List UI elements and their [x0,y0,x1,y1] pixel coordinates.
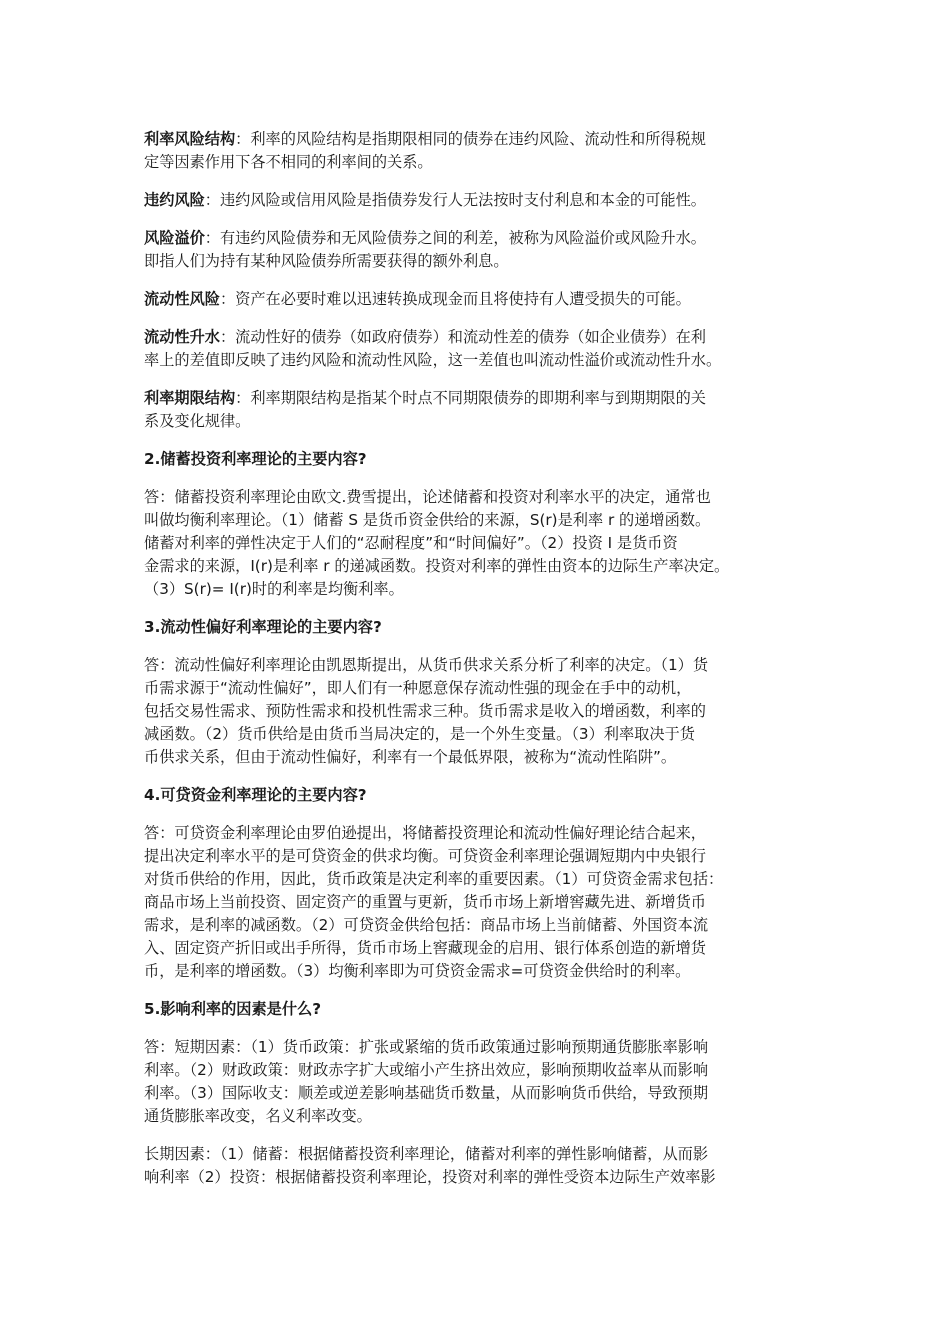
definition-term: 利率期限结构 [144,389,236,407]
answer-paragraph: 答：可贷资金利率理论由罗伯逊提出，将储蓄投资理论和流动性偏好理论结合起来， 提出决定利率水平的是可贷资金的供求均衡。可贷资金利率理论强调短期内中央银行 对货币供给的作用，因此，货币政策是决定利率的重要因素。（1）可贷资金需求包括： 商品市场上当前投资、固定资产的重置与更新，货币市场上新增窖藏先进、新增货币 需求，是利率的减函数。（2）可贷资金供给包括：商品市场上当前储蓄、外国资本流 入、固定资产折旧或出手所得，货币市场上窖藏现金的启用、银行体系创造的新增货 币，是利率的增函数。（3）均衡利率即为可贷资金需求=可贷资金供给时的利率。 [144,824,724,980]
question-heading: 3.流动性偏好利率理论的主要内容? [144,618,382,636]
definition-term-structure [144,387,816,433]
definition-line: 利率期限结构：利率期限结构是指某个时点不同期限债券的即期利率与到期期限的关 [144,389,706,407]
definition-line: 流动性升水：流动性好的债券（如政府债券）和流动性差的债券（如企业债券）在利 [144,328,706,346]
definition-term: 流动性升水 [144,328,220,346]
definition-line: 系及变化规律。 [144,412,251,430]
definition-term: 利率风险结构 [144,130,236,148]
definition-line: 即指人们为持有某种风险债券所需要获得的额外利息。 [144,252,509,270]
definition-term: 风险溢价 [144,229,205,247]
question-heading: 4.可贷资金利率理论的主要内容? [144,786,367,804]
answer-paragraph: 答：流动性偏好利率理论由凯恩斯提出，从货币供求关系分析了利率的决定。（1）货 币需求源于“流动性偏好”，即人们有一种愿意保存流动性强的现金在手中的动机， 包括交易性需求、预防性需求和投机性需求三种。货币需求是收入的增函数，利率的 减函数。（2）货币供给是由货币当局决定的，是一个外生变量。（3）利率取决于货 币供求关系，但由于流动性偏好，利率有一个最低界限，被称为“流动性陷阱”。 [144,656,709,766]
answer-paragraph: 答：短期因素：（1）货币政策：扩张或紧缩的货币政策通过影响预期通货膨胀率影响 利率。（2）财政政策：财政赤字扩大或缩小产生挤出效应，影响预期收益率从而影响 利率。（3）国际收支：顺差或逆差影响基础货币数量，从而影响货币供给，导致预期 通货膨胀率改变，名义利率改变。 [144,1038,709,1125]
definition-risk-premium [144,227,816,273]
definition-term: 流动性风险 [144,290,220,308]
definition-line: 流动性风险：资产在必要时难以迅速转换成现金而且将使持有人遭受损失的可能。 [144,290,691,308]
definition-line: 风险溢价：有违约风险债券和无风险债券之间的利差，被称为风险溢价或风险升水。 [144,229,706,247]
answer-paragraph: 答：储蓄投资利率理论由欧文.费雪提出，论述储蓄和投资对利率水平的决定，通常也 叫做均衡利率理论。（1）储蓄 S 是货币资金供给的来源，S(r)是利率 r 的递增函数。 储蓄对利率的弹性决定于人们的“忍耐程度”和“时间偏好”。（2）投资 I 是货币资 金需求的来源，I(r)是利率 r 的递减函数。投资对利率的弹性由资本的边际生产率决定。 （3）S(r)= I(r)时的利率是均衡利率。 [144,488,730,598]
answer-paragraph: 长期因素：（1）储蓄：根据储蓄投资利率理论，储蓄对利率的弹性影响储蓄，从而影 响利率（2）投资：根据储蓄投资利率理论，投资对利率的弹性受资本边际生产效率影 [144,1145,716,1186]
question-heading: 5.影响利率的因素是什么? [144,1000,322,1018]
document-page [144,128,816,1204]
definition-line: 违约风险：违约风险或信用风险是指债券发行人无法按时支付利息和本金的可能性。 [144,191,706,209]
definition-rate-risk-structure [144,128,816,174]
definition-line: 率上的差值即反映了违约风险和流动性风险，这一差值也叫流动性溢价或流动性升水。 [144,351,722,369]
definition-default-risk [144,189,816,212]
definition-line: 利率风险结构：利率的风险结构是指期限相同的债券在违约风险、流动性和所得税规 [144,130,706,148]
definition-liquidity-risk [144,288,816,311]
definition-liquidity-premium [144,326,816,372]
definition-line: 定等因素作用下各不相同的利率间的关系。 [144,153,433,171]
question-heading: 2.储蓄投资利率理论的主要内容? [144,450,367,468]
definition-term: 违约风险 [144,191,205,209]
